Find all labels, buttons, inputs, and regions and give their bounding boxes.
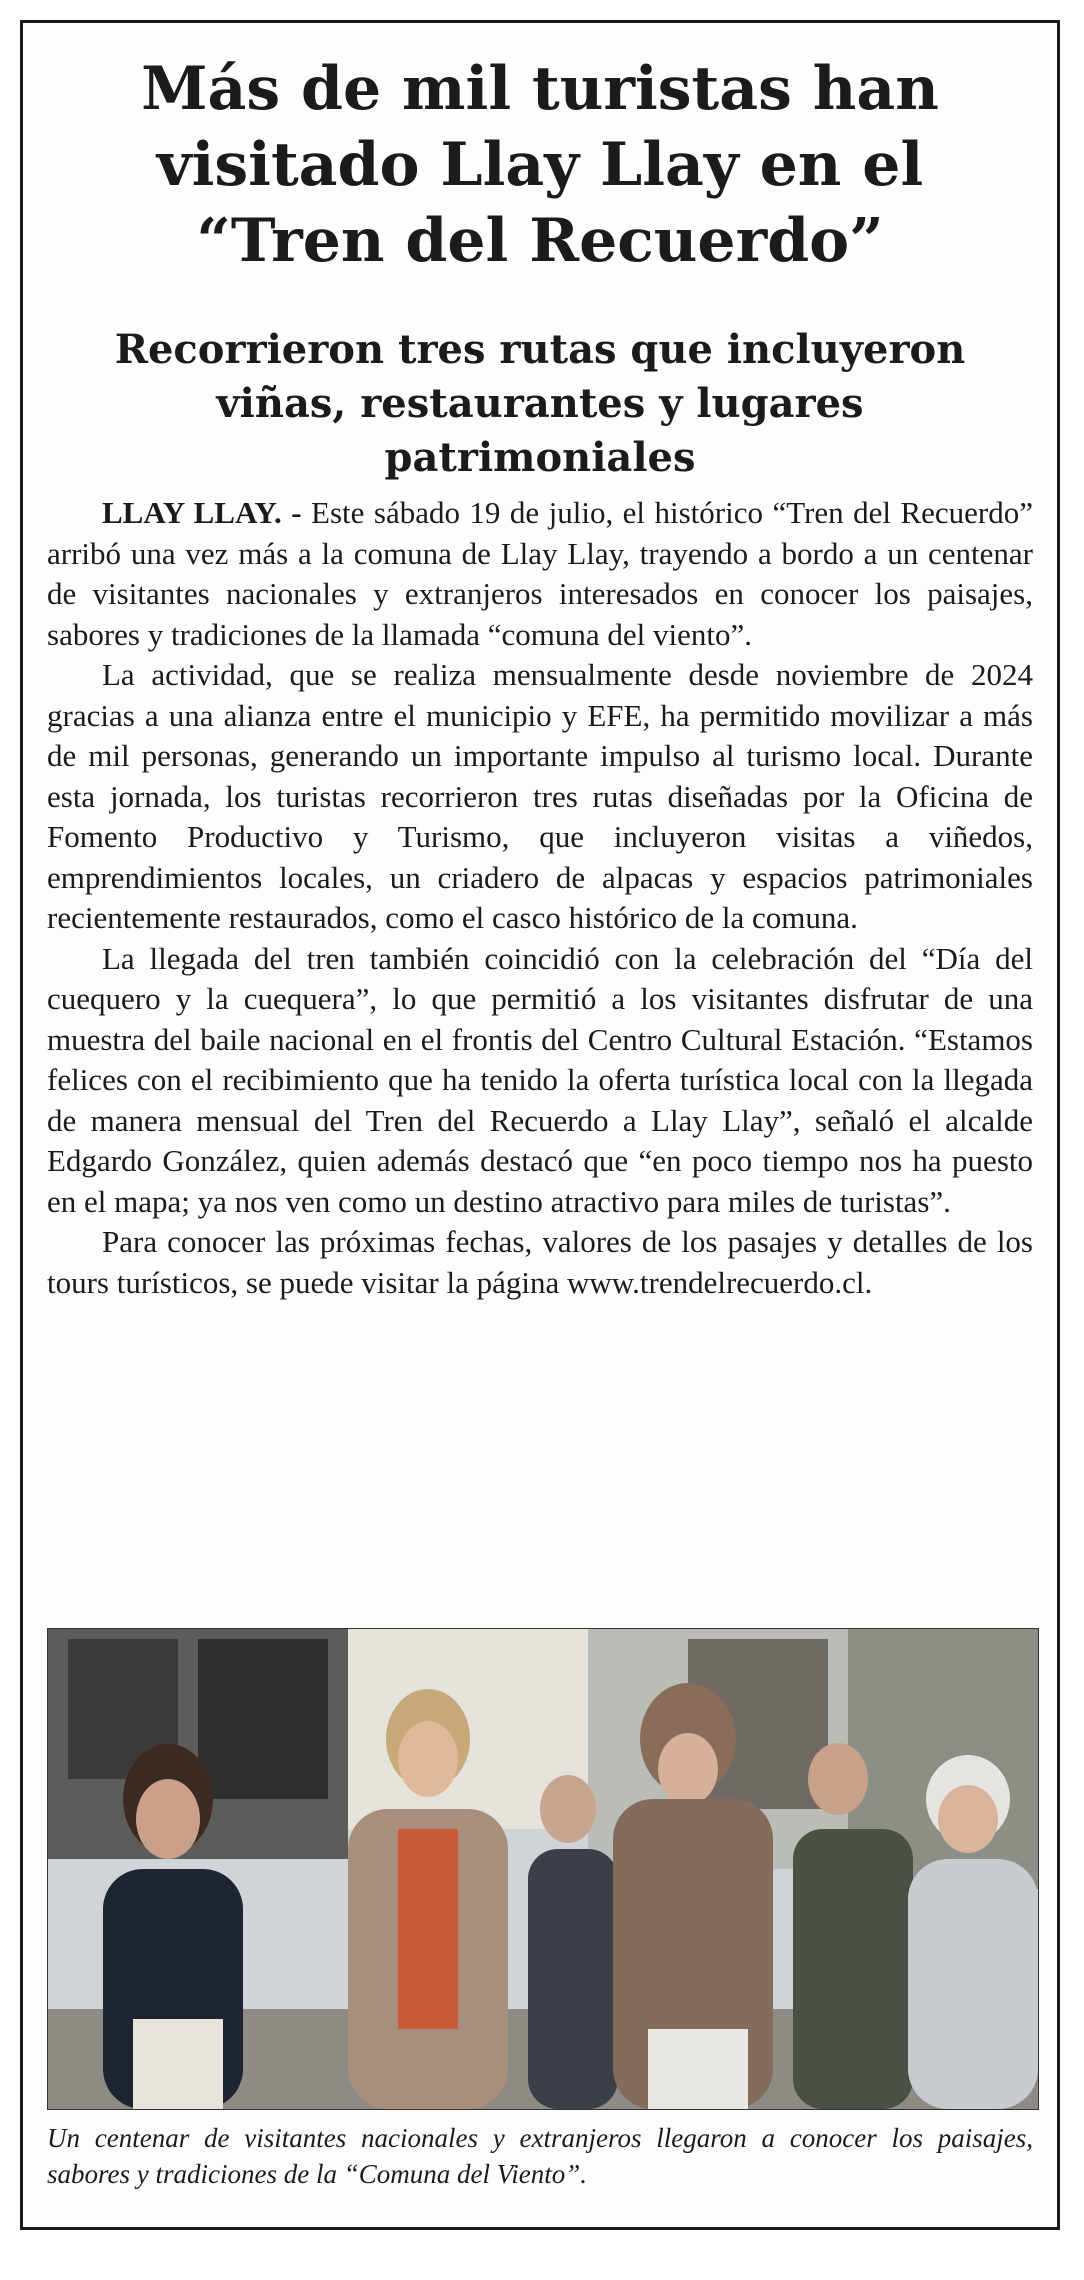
article-headline: Más de mil turistas han visitado Llay Llay en el “Tren del Recuerdo” [141,54,939,276]
article-paragraph [47,493,1033,655]
article-paragraph: Para conocer las próximas fechas, valores de los pasajes y detalles de los tours turísticos, se puede visitar la página www.trendelrecuerdo.cl. [47,1224,1033,1300]
article-photo [47,1628,1039,2110]
dateline: LLAY LLAY. - [102,495,302,530]
paragraph-text: Este sábado 19 de julio, el histórico “Tren del Recuerdo” arribó una vez más a la comuna de Llay Llay, trayendo a bordo a un centenar de visitantes nacionales y extranjeros interesados en conocer los paisajes, sabores y tradiciones de la llamada “comuna del viento”. [47,495,1033,652]
article-paragraph: La actividad, que se realiza mensualmente desde noviembre de 2024 gracias a una alianza entre el municipio y EFE, ha permitido movilizar a más de mil personas, generando un importante impulso al turismo local. Durante esta jornada, los turistas recorrieron tres rutas diseñadas por la Oficina de Fomento Productivo y Turismo, que incluyeron visitas a viñedos, emprendimientos locales, un criadero de alpacas y espacios patrimoniales recientemente restaurados, como el casco histórico de la comuna. [47,657,1033,935]
article-paragraph: La llegada del tren también coincidió con la celebración del “Día del cuequero y la cuequera”, lo que permitió a los visitantes disfrutar de una muestra del baile nacional en el frontis del Centro Cultural Estación. “Estamos felices con el recibimiento que ha tenido la oferta turística local con la llegada de manera mensual del Tren del Recuerdo a Llay Llay”, señaló el alcalde Edgardo González, quien además destacó que “en poco tiempo nos ha puesto en el mapa; ya nos ven como un destino atractivo para miles de turistas”. [47,940,1033,1219]
photo-caption: Un centenar de visitantes nacionales y extranjeros llegaron a conocer los paisajes, sabores y tradiciones de la “Comuna del Viento”. [47,2123,1033,2189]
tourists-photo-illustration [48,1629,1038,2109]
article-body [47,493,1033,1303]
article-frame [20,20,1060,2230]
article-subheadline: Recorrieron tres rutas que incluyeron viñas, restaurantes y lugares patrimoniales [114,326,966,481]
